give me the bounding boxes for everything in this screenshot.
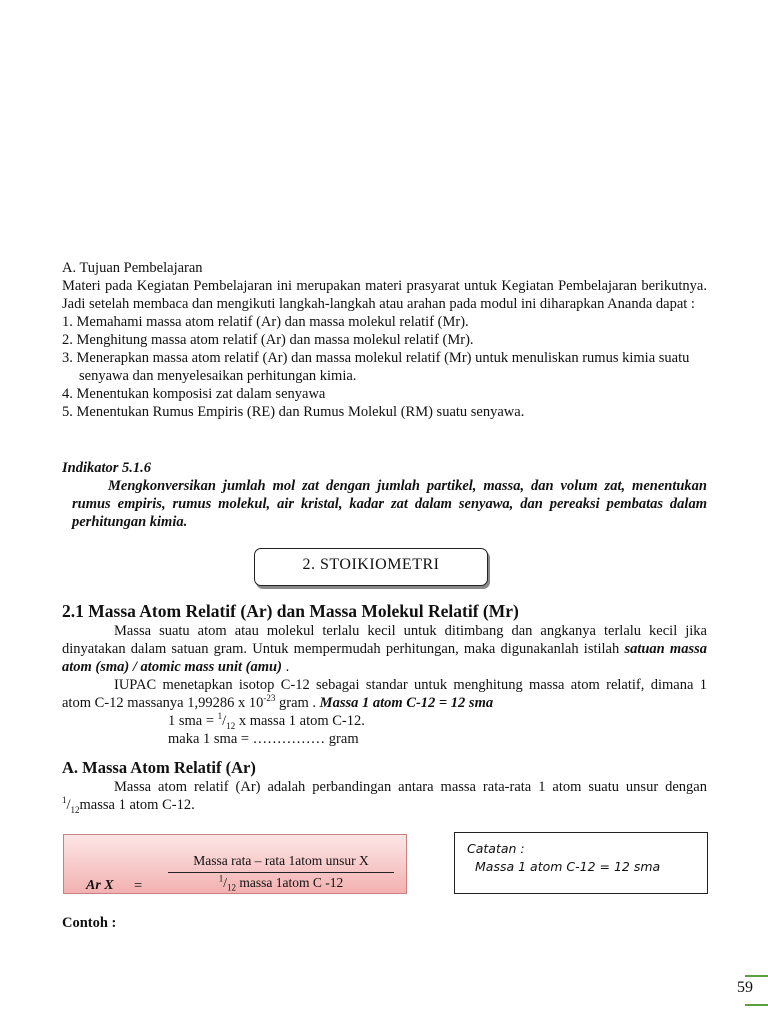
section-a-heading: A. Massa Atom Relatif (Ar) [62,758,256,777]
catatan-title: Catatan : [467,841,525,856]
fraction-bar [168,872,394,873]
page-number: 59 [737,979,753,996]
tujuan-section [62,259,707,421]
list-item: 3. Menerapkan massa atom relatif (Ar) dan massa molekul relatif (Mr) untuk menuliskan rumus kimia suatu senyawa dan menyelesaikan perhitungan kimia. [62,350,690,384]
exponent: -23 [263,693,276,704]
formula-lhs: Ar X [86,878,114,893]
list-item: 1. Memahami massa atom relatif (Ar) dan massa molekul relatif (Mr). [62,314,469,330]
formula-box [63,834,407,894]
fraction-denominator: 12 [70,804,80,815]
section-2-1 [62,600,707,748]
list-item: 2. Menghitung massa atom relatif (Ar) dan massa molekul relatif (Mr). [62,332,474,348]
formula-denominator: $^1/_{12}$ massa 1atom C -12 [218,873,344,893]
paragraph-text: IUPAC menetapkan isotop C-12 sebagai standar untuk menghitung massa atom relatif, dimana 1 atom C-12 massanya 1,99286 x 10 [62,677,707,711]
page-number-bar-top [745,975,768,977]
indikator-text: Mengkonversikan jumlah mol zat dengan jumlah partikel, massa, dan volum zat, menentukan rumus empiris, rumus molekul, air kristal, kadar zat dalam senyawa, dan pereaksi pembatas dalam perhitungan kimia. [72,478,707,530]
section-2-1-heading: 2.1 Massa Atom Relatif (Ar) dan Massa Molekul Relatif (Mr) [62,601,519,621]
chapter-title: 2. STOIKIOMETRI [302,556,440,573]
equation-sma: 1 sma = $^1/_{12}$ x massa 1 atom C-12. [168,711,365,731]
fraction-denominator: 12 [226,720,236,731]
paragraph-text: Massa suatu atom atau molekul terlalu kecil untuk ditimbang dan angkanya terlalu kecil jika dinyatakan dalam satuan gram. Untuk mempermudah perhitungan, maka digunakanlah istilah [62,623,707,657]
catatan-box [454,832,708,894]
fraction-numerator: 1 [218,873,224,884]
fraction-numerator: 1 [217,711,223,722]
chapter-title-box [254,548,488,586]
formula-numerator: Massa rata – rata 1atom unsur X [193,853,369,868]
section-2-1-paragraph-1 [62,622,707,676]
emphasis-term: Massa 1 atom C-12 = 12 sma [319,695,494,711]
fraction-denominator: 12 [227,882,236,893]
formula-denominator-text: massa 1atom C -12 [236,875,344,890]
section-a [62,758,707,814]
paragraph-text: gram . [275,695,320,711]
paragraph-text: Massa atom relatif (Ar) adalah perbandingan antara massa rata-rata 1 atom suatu unsur dengan [114,779,707,795]
list-item: 5. Menentukan Rumus Empiris (RE) dan Rumus Molekul (RM) suatu senyawa. [62,404,525,420]
equation-sma-gram: maka 1 sma = …………… gram [168,731,359,747]
equation-text: x massa 1 atom C-12. [235,713,365,729]
paragraph-text: . [281,659,290,675]
equation-text: 1 sma = [168,713,218,729]
section-2-1-paragraph-2 [62,676,707,712]
indikator-section [62,459,707,531]
paragraph-text: massa 1 atom C-12. [79,797,195,813]
tujuan-intro: Materi pada Kegiatan Pembelajaran ini merupakan materi prasyarat untuk Kegiatan Pembelajaran berikutnya. Jadi setelah membaca dan mengikuti langkah-langkah atau arahan pada modul ini diharapkan Ananda dapat : [62,278,707,312]
formula-equals: = [134,878,143,894]
list-item: 4. Menentukan komposisi zat dalam senyawa [62,386,326,402]
fraction-numerator: 1 [62,795,67,806]
section-a-paragraph: Massa atom relatif (Ar) adalah perbandingan antara massa rata-rata 1 atom suatu unsur dengan $^1/_{12}massa$ 1 atom C-12. [62,779,707,815]
tujuan-heading: A. Tujuan Pembelajaran [62,260,203,276]
contoh-section [62,914,707,932]
page-number-bar-bottom [745,1004,768,1006]
goals-list [62,313,707,421]
catatan-text: Massa 1 atom C-12 = 12 sma [475,859,661,874]
indikator-label: Indikator 5.1.6 [62,460,152,476]
emphasis-term: satuan massa atom (sma) / atomic mass unit (amu) [62,641,707,675]
contoh-label: Contoh : [62,915,117,931]
